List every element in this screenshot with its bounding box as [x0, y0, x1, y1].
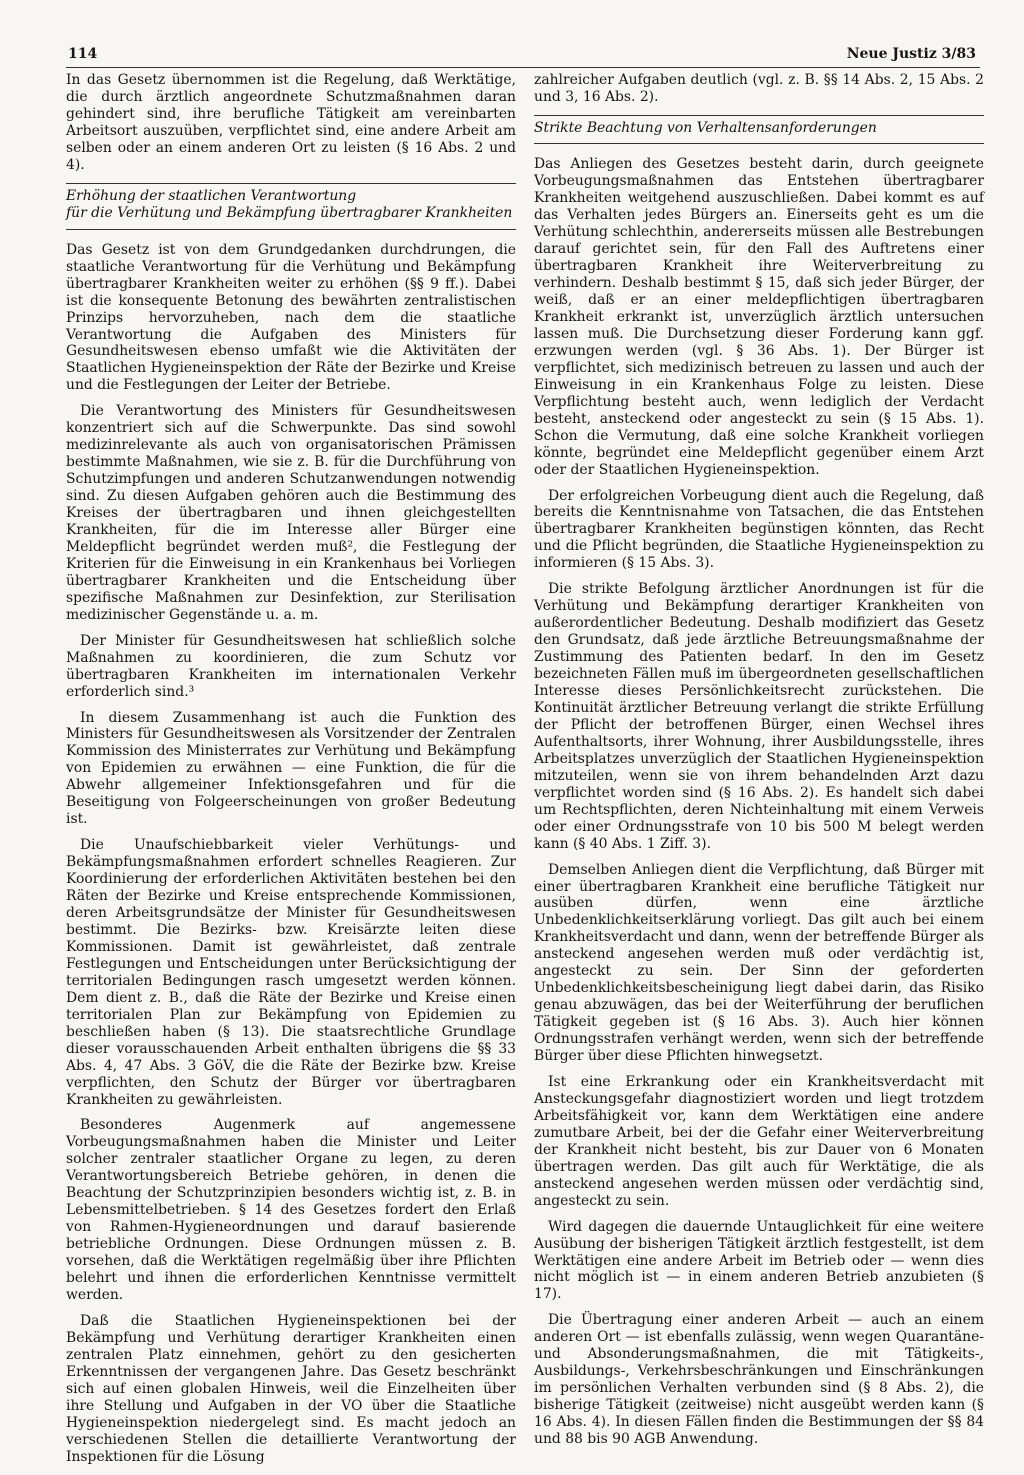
- paragraph: Die Unaufschiebbarkeit vieler Verhütungs- und Bekämpfungsmaßnahmen erfordert schnelles Reagieren. Zur Koordinierung der erforderlichen Aktivitäten bestehen bei den Räten der Bezirke und Kreise entsprechende Kommissionen, deren Arbeitsgrundsätze der Minister für Gesundheitswesen bestimmt. Die Bezirks- bzw. Kreisärzte leiten diese Kommissionen. Damit ist gewährleistet, daß zentrale Festlegungen und Entscheidungen unter Berücksichtigung der territorialen Bedingungen rasch umgesetzt werden können. Dem dient z. B., daß die Räte der Bezirke und Kreise einen territorialen Plan zur Bekämpfung von Epidemien zu beschließen haben (§ 13). Die staatsrechtliche Grundlage dieser vorausschauenden Arbeit enthalten übrigens die §§ 33 Abs. 4, 47 Abs. 3 GöV, die die Räte der Bezirke bzw. Kreise verpflichten, den Schutz der Bürger vor übertragbaren Krankheiten zu gewährleisten.: [66, 837, 516, 1108]
- paragraph: Wird dagegen die dauernde Untauglichkeit für eine weitere Ausübung der bisherigen Tätigkeit ärztlich festgestellt, ist dem Werktätigen eine andere Arbeit im Betrieb oder — wenn dies nicht möglich ist — in einem anderen Betrieb anzubieten (§ 17).: [534, 1218, 984, 1303]
- left-column: [66, 72, 516, 1475]
- right-column: [534, 72, 984, 1457]
- section-heading-line: Erhöhung der staatlichen Verantwortung: [66, 187, 357, 204]
- paragraph: Der erfolgreichen Vorbeugung dient auch die Regelung, daß bereits die Kenntnisnahme von Tatsachen, die das Entstehen übertragbarer Krankheiten begünstigen könnten, das Recht und die Pflicht begründen, die Staatliche Hygieneinspektion zu informieren (§ 15 Abs. 3).: [534, 487, 984, 572]
- paragraph: Die Verantwortung des Ministers für Gesundheitswesen konzentriert sich auf die Schwerpunkte. Das sind sowohl medizinrelevante als auch von organisatorischen Prämissen bestimmte Maßnahmen, wie sie z. B. für die Durchführung von Schutzimpfungen und anderen Schutzanwendungen notwendig sind. Zu diesen Aufgaben gehören auch die Bestimmung des Kreises der übertragbaren und ihnen gleichgestellten Krankheiten, für die im Interesse aller Bürger eine Meldepflicht begründet werden muß², die Festlegung der Kriterien für die Einweisung in ein Krankenhaus bei Vorliegen übertragbarer Krankheiten und die Entscheidung über spezifische Maßnahmen zur Desinfektion, zur Sterilisation medizinischer Gegenstände u. a. m.: [66, 403, 516, 623]
- section-heading-line: Strikte Beachtung von Verhaltensanforderungen: [534, 119, 877, 136]
- paragraph: Der Minister für Gesundheitswesen hat schließlich solche Maßnahmen zu koordinieren, die zum Schutz vor übertragbaren Krankheiten im internationalen Verkehr erforderlich sind.³: [66, 632, 516, 700]
- paragraph: Demselben Anliegen dient die Verpflichtung, daß Bürger mit einer übertragbaren Krankheit eine berufliche Tätigkeit nur ausüben dürfen, wenn eine ärztliche Unbedenklichkeitserklärung vorliegt. Das gilt auch bei einem Krankheitsverdacht und dann, wenn der betreffende Bürger als ansteckend angesehen werden muß oder verdächtig ist, angesteckt zu sein. Der Sinn der geforderten Unbedenklichkeitsbescheinigung liegt dabei darin, das Risiko genau abzuwägen, das bei der Weiterführung der beruflichen Tätigkeit gegeben ist (§ 16 Abs. 3). Auch hier können Ordnungsstrafen verhängt werden, wenn sich der betreffende Bürger über diese Pflichten hinwegsetzt.: [534, 861, 984, 1065]
- paragraph: zahlreicher Aufgaben deutlich (vgl. z. B. §§ 14 Abs. 2, 15 Abs. 2 und 3, 16 Abs. 2).: [534, 72, 984, 105]
- page-number: 114: [68, 46, 98, 62]
- journal-reference: Neue Justiz 3/83: [846, 46, 976, 62]
- paragraph: Daß die Staatlichen Hygieneinspektionen bei der Bekämpfung und Verhütung derartiger Krankheiten einen zentralen Platz einnehmen, gehört zu den gesicherten Erkenntnissen der vergangenen Jahre. Das Gesetz beschränkt sich auf einen globalen Hinweis, weil die Einzelheiten über ihre Stellung und Aufgaben in der VO über die Staatliche Hygieneinspektion niedergelegt sind. Es macht jedoch an verschiedenen Stellen die detaillierte Verantwortung der Inspektionen für die Lösung: [66, 1312, 516, 1465]
- paragraph: Die Übertragung einer anderen Arbeit — auch an einem anderen Ort — ist ebenfalls zulässig, wenn wegen Quarantäne- und Absonderungsmaßnahmen, die mit Tätigkeits-, Ausbildungs-, Verkehrsbeschränkungen und Einschränkungen im persönlichen Verhalten verbunden sind (§ 8 Abs. 2), die bisherige Tätigkeit (zeitweise) nicht ausgeübt werden kann (§ 16 Abs. 4). In diesen Fällen finden die Bestimmungen der §§ 84 und 88 bis 90 AGB Anwendung.: [534, 1312, 984, 1448]
- paragraph: In diesem Zusammenhang ist auch die Funktion des Ministers für Gesundheitswesen als Vorsitzender der Zentralen Kommission des Ministerrates zur Verhütung und Bekämpfung von Epidemien zu erwähnen — eine Funktion, die für die Abwehr allgemeiner Infektionsgefahren und für die Beseitigung von Folgeerscheinungen von großer Bedeutung ist.: [66, 709, 516, 828]
- section-heading-line: für die Verhütung und Bekämpfung übertragbarer Krankheiten: [66, 205, 513, 222]
- paragraph: In das Gesetz übernommen ist die Regelung, daß Werktätige, die durch ärztlich angeordnete Schutzmaßnahmen daran gehindert sind, ihre berufliche Tätigkeit am vereinbarten Arbeitsort auszuüben, verpflichtet sind, eine andere Arbeit am selben oder an einem anderen Ort zu leisten (§ 16 Abs. 2 und 4).: [66, 72, 516, 173]
- section-heading-responsibility: [66, 183, 516, 230]
- paragraph: Das Gesetz ist von dem Grundgedanken durchdrungen, die staatliche Verantwortung für die Verhütung und Bekämpfung übertragbarer Krankheiten weiter zu erhöhen (§§ 9 ff.). Dabei ist die konsequente Betonung des bewährten zentralistischen Prinzips hervorzuheben, nach dem die staatliche Verantwortung die Aufgaben des Ministers für Gesundheitswesen ebenso umfaßt wie die Aktivitäten der Staatlichen Hygieneinspektion der Räte der Bezirke und Kreise und die Festlegungen der Leiter der Betriebe.: [66, 241, 516, 394]
- paragraph: Ist eine Erkrankung oder ein Krankheitsverdacht mit Ansteckungsgefahr diagnostiziert worden und liegt trotzdem Arbeitsfähigkeit vor, kann dem Werktätigen eine andere zumutbare Arbeit, bei der die Gefahr einer Weiterverbreitung der Krankheit nicht besteht, bis zur Dauer von 6 Monaten übertragen werden. Das gilt auch für Werktätige, die als ansteckend angesehen werden müssen oder verdächtig sind, angesteckt zu sein.: [534, 1073, 984, 1209]
- paragraph: Das Anliegen des Gesetzes besteht darin, durch geeignete Vorbeugungsmaßnahmen das Entstehen übertragbarer Krankheiten weitgehend auszuschließen. Dabei kommt es auf das Verhalten jedes Bürgers an. Einerseits geht es um die Verhütung schlechthin, andererseits müssen alle Bestrebungen darauf gerichtet sein, für den Fall des Auftretens einer übertragbaren Krankheit ihre Weiterverbreitung zu verhindern. Deshalb bestimmt § 15, daß sich jeder Bürger, der weiß, daß er an einer meldepflichtigen übertragbaren Krankheit erkrankt ist, unverzüglich ärztlich untersuchen lassen muß. Die Durchsetzung dieser Forderung kann ggf. erzwungen werden (vgl. § 36 Abs. 1). Der Bürger ist verpflichtet, sich medizinisch betreuen zu lassen und auch der Einweisung in ein Krankenhaus Folge zu leisten. Diese Verpflichtung besteht auch, wenn lediglich der Verdacht besteht, ansteckend oder angesteckt zu sein (§ 15 Abs. 1). Schon die Vermutung, daß eine solche Krankheit vorliegen könnte, begründet eine Meldepflicht gegenüber einem Arzt oder der Staatlichen Hygieneinspektion.: [534, 156, 984, 478]
- paragraph: Die strikte Befolgung ärztlicher Anordnungen ist für die Verhütung und Bekämpfung derartiger Krankheiten von außerordentlicher Bedeutung. Deshalb modifiziert das Gesetz den Grundsatz, daß jede ärztliche Betreuungsmaßnahme der Zustimmung des Patienten bedarf. In den im Gesetz bezeichneten Fällen muß im übergeordneten gesellschaftlichen Interesse dieses Persönlichkeitsrecht zurückstehen. Die Kontinuität ärztlicher Betreuung verlangt die strikte Erfüllung der Pflicht der betroffenen Bürger, einen Wechsel ihres Aufenthaltsorts, ihrer Wohnung, ihrer Ausbildungsstelle, ihres Arbeitsplatzes unverzüglich der Staatlichen Hygieneinspektion mitzuteilen, wenn sie von ihrem behandelnden Arzt dazu verpflichtet worden sind (§ 16 Abs. 2). Es handelt sich dabei um Rechtspflichten, deren Nichteinhaltung mit einem Verweis oder einer Ordnungsstrafe von 10 bis 500 M belegt werden kann (§ 40 Abs. 1 Ziff. 3).: [534, 581, 984, 852]
- paragraph: Besonderes Augenmerk auf angemessene Vorbeugungsmaßnahmen haben die Minister und Leiter solcher zentraler staatlicher Organe zu legen, zu deren Verantwortungsbereich Betriebe gehören, in denen die Beachtung der Schutzprinzipien besonders wichtig ist, z. B. in Lebensmittelbetrieben. § 14 des Gesetzes fordert den Erlaß von Rahmen-Hygieneordnungen und darauf basierende betriebliche Ordnungen. Diese Ordnungen müssen z. B. vorsehen, daß die Werktätigen regelmäßig über ihre Pflichten belehrt und ihnen die erforderlichen Kenntnisse vermittelt werden.: [66, 1117, 516, 1303]
- section-heading-conduct: [534, 115, 984, 145]
- header-rule: [66, 67, 980, 68]
